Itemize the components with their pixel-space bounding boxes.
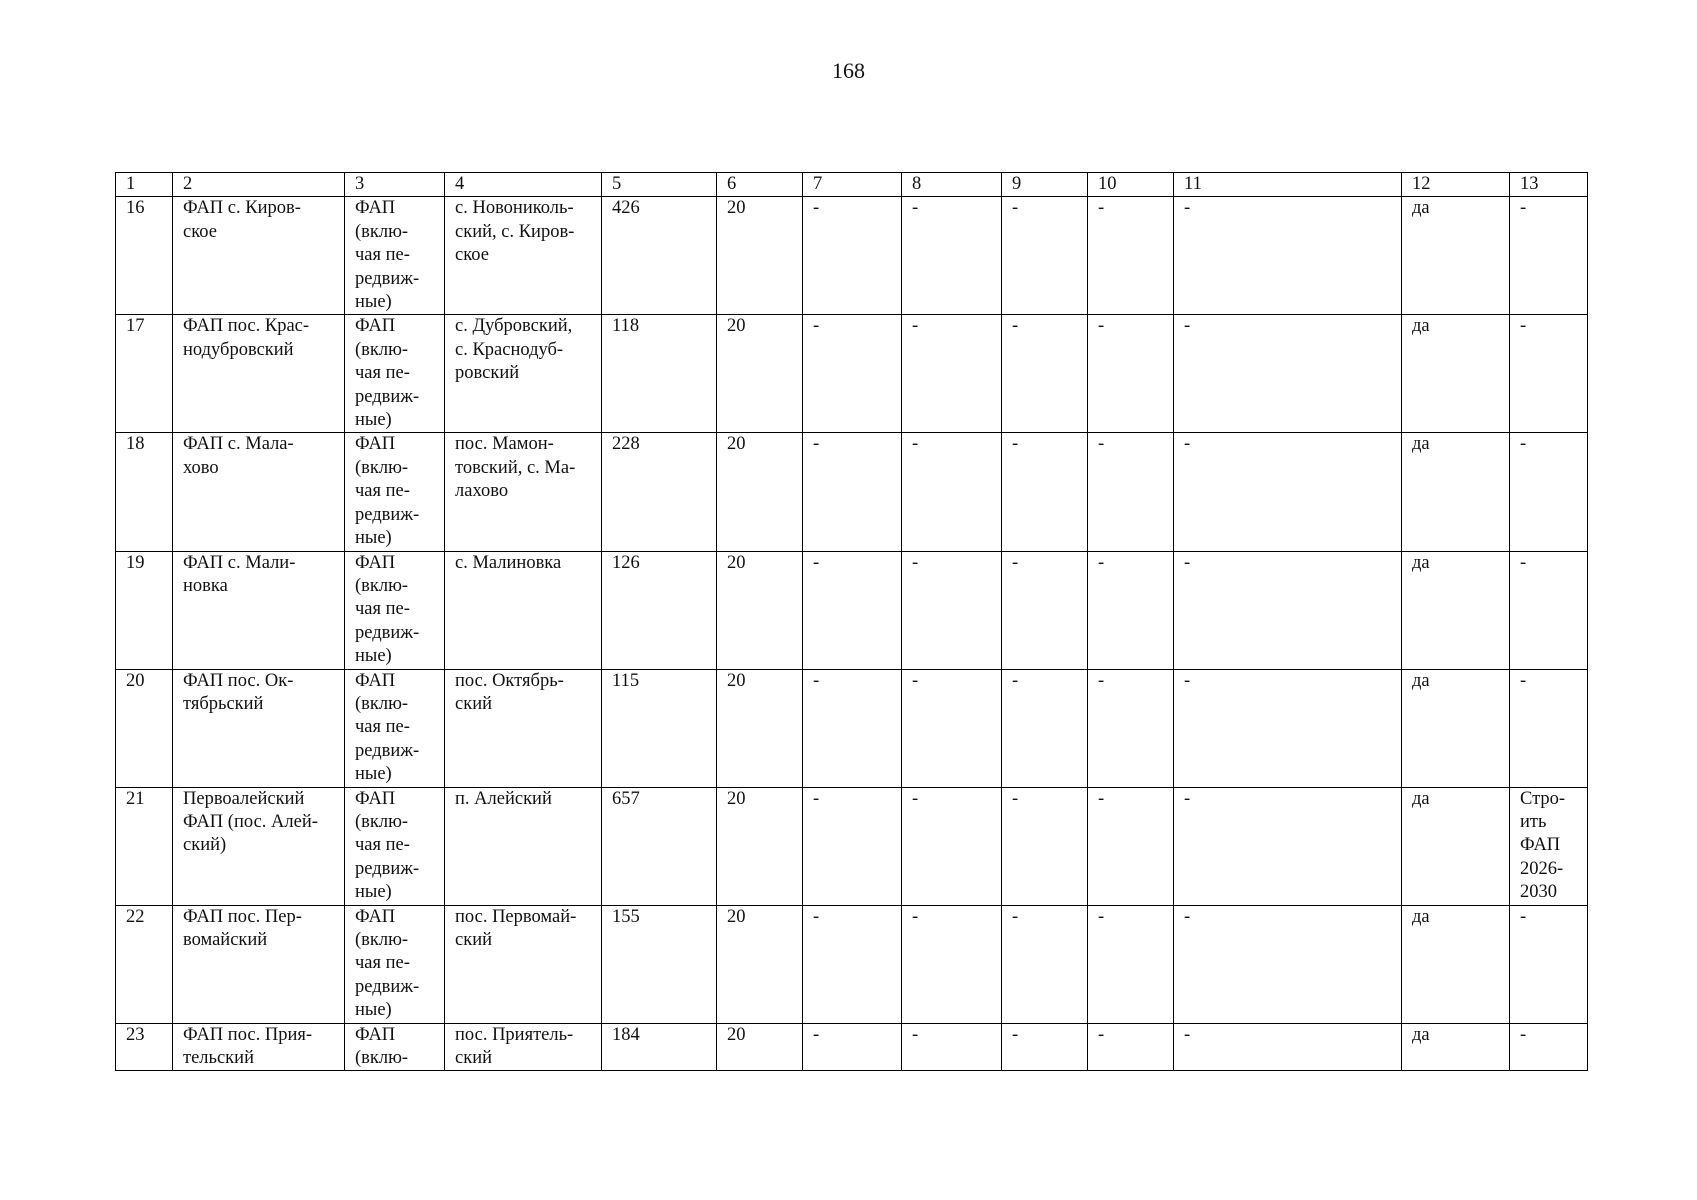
table-cell: ФАП пос. Ок- тябрьский — [173, 669, 345, 787]
table-cell: - — [1174, 315, 1402, 433]
table-cell: - — [902, 1023, 1002, 1071]
table-cell: - — [803, 905, 902, 1023]
table-cell: пос. Первомай- ский — [445, 905, 602, 1023]
table-cell: - — [1002, 669, 1088, 787]
table-cell: - — [1002, 1023, 1088, 1071]
header-cell: 2 — [173, 173, 345, 197]
table-cell: 20 — [717, 669, 803, 787]
table-cell: да — [1402, 1023, 1510, 1071]
table-cell: - — [1088, 905, 1174, 1023]
table-cell: - — [1510, 315, 1588, 433]
table-cell: - — [1510, 197, 1588, 315]
header-cell: 1 — [116, 173, 173, 197]
table-cell: 16 — [116, 197, 173, 315]
table-cell: да — [1402, 433, 1510, 551]
table-cell: - — [1002, 787, 1088, 905]
table-cell: п. Алейский — [445, 787, 602, 905]
header-cell: 9 — [1002, 173, 1088, 197]
table-cell: - — [803, 197, 902, 315]
page-number: 168 — [832, 58, 865, 83]
table-cell: 657 — [602, 787, 717, 905]
table-cell: 23 — [116, 1023, 173, 1071]
table-cell: с. Дубровский, с. Краснодуб- ровский — [445, 315, 602, 433]
header-cell: 6 — [717, 173, 803, 197]
table-cell: да — [1402, 551, 1510, 669]
table-row — [116, 315, 1588, 433]
table-cell: - — [902, 551, 1002, 669]
table-cell: - — [1002, 905, 1088, 1023]
header-cell: 10 — [1088, 173, 1174, 197]
table-cell: - — [1002, 197, 1088, 315]
table-cell: да — [1402, 197, 1510, 315]
table-cell: ФАП (вклю- чая пе- редвиж- ные) — [345, 551, 445, 669]
table-cell: 20 — [717, 315, 803, 433]
table-cell: - — [1002, 315, 1088, 433]
table-cell: 17 — [116, 315, 173, 433]
header-row — [116, 173, 1588, 197]
table-cell: ФАП (вклю- чая пе- редвиж- ные) — [345, 315, 445, 433]
table-cell: ФАП (вклю- чая пе- редвиж- ные) — [345, 197, 445, 315]
table-cell: - — [803, 551, 902, 669]
header-cell: 3 — [345, 173, 445, 197]
table-cell: ФАП (вклю- — [345, 1023, 445, 1071]
table-cell: 126 — [602, 551, 717, 669]
table-cell: 18 — [116, 433, 173, 551]
table-cell: - — [803, 433, 902, 551]
table-row — [116, 197, 1588, 315]
table-row — [116, 669, 1588, 787]
table-cell: - — [1002, 551, 1088, 669]
table-cell: 20 — [717, 905, 803, 1023]
table-cell: да — [1402, 905, 1510, 1023]
table-cell: - — [1510, 905, 1588, 1023]
table-cell: - — [1002, 433, 1088, 551]
table-row — [116, 1023, 1588, 1071]
table-cell: - — [902, 315, 1002, 433]
table-cell: - — [1174, 433, 1402, 551]
table-cell: да — [1402, 669, 1510, 787]
table-cell: - — [902, 905, 1002, 1023]
table-cell: - — [1174, 551, 1402, 669]
header-cell: 4 — [445, 173, 602, 197]
table-cell: - — [803, 315, 902, 433]
table-cell: - — [1174, 197, 1402, 315]
table-cell: 20 — [717, 433, 803, 551]
table-cell: ФАП с. Мали- новка — [173, 551, 345, 669]
table-cell: ФАП (вклю- чая пе- редвиж- ные) — [345, 669, 445, 787]
table-cell: 20 — [116, 669, 173, 787]
table-cell: - — [1510, 551, 1588, 669]
table-cell: - — [902, 433, 1002, 551]
table-cell: ФАП с. Киров- ское — [173, 197, 345, 315]
table-row — [116, 787, 1588, 905]
table-cell: - — [1174, 905, 1402, 1023]
table-row — [116, 433, 1588, 551]
table-cell: 20 — [717, 787, 803, 905]
table-cell: пос. Октябрь- ский — [445, 669, 602, 787]
table-cell: с. Новониколь- ский, с. Киров- ское — [445, 197, 602, 315]
table-cell: - — [1510, 433, 1588, 551]
table-cell: - — [1174, 787, 1402, 905]
table-cell: - — [902, 669, 1002, 787]
table-cell: 19 — [116, 551, 173, 669]
table-cell: - — [1088, 433, 1174, 551]
table-cell: - — [1510, 1023, 1588, 1071]
table-cell: 20 — [717, 197, 803, 315]
header-cell: 12 — [1402, 173, 1510, 197]
table-cell: 22 — [116, 905, 173, 1023]
header-cell: 13 — [1510, 173, 1588, 197]
header-cell: 11 — [1174, 173, 1402, 197]
table-cell: 20 — [717, 1023, 803, 1071]
data-table — [115, 172, 1588, 1071]
table-body — [116, 173, 1588, 1071]
table-cell: пос. Мамон- товский, с. Ма- лахово — [445, 433, 602, 551]
header-cell: 8 — [902, 173, 1002, 197]
table-cell: Первоалейский ФАП (пос. Алей- ский) — [173, 787, 345, 905]
table-cell: ФАП с. Мала- хово — [173, 433, 345, 551]
table-cell: Стро- ить ФАП 2026- 2030 — [1510, 787, 1588, 905]
table-cell: 426 — [602, 197, 717, 315]
table-cell: пос. Приятель- ский — [445, 1023, 602, 1071]
table-cell: - — [1088, 787, 1174, 905]
table-cell: - — [1088, 315, 1174, 433]
header-cell: 7 — [803, 173, 902, 197]
table-cell: да — [1402, 315, 1510, 433]
table-cell: - — [803, 669, 902, 787]
table-cell: - — [803, 787, 902, 905]
table-cell: 20 — [717, 551, 803, 669]
table-cell: - — [902, 787, 1002, 905]
table-cell: да — [1402, 787, 1510, 905]
table-cell: ФАП (вклю- чая пе- редвиж- ные) — [345, 433, 445, 551]
table-row — [116, 551, 1588, 669]
table-cell: 21 — [116, 787, 173, 905]
table-cell: 155 — [602, 905, 717, 1023]
table-cell: - — [1174, 1023, 1402, 1071]
header-cell: 5 — [602, 173, 717, 197]
table-cell: ФАП (вклю- чая пе- редвиж- ные) — [345, 905, 445, 1023]
table-cell: ФАП пос. Крас- нодубровский — [173, 315, 345, 433]
table-cell: - — [803, 1023, 902, 1071]
table-cell: - — [902, 197, 1002, 315]
table-cell: ФАП пос. Пер- вомайский — [173, 905, 345, 1023]
table-cell: 228 — [602, 433, 717, 551]
table-cell: ФАП пос. Прия- тельский — [173, 1023, 345, 1071]
table-cell: - — [1088, 197, 1174, 315]
table-cell: - — [1510, 669, 1588, 787]
table-cell: 184 — [602, 1023, 717, 1071]
table-cell: - — [1088, 1023, 1174, 1071]
table-cell: - — [1088, 669, 1174, 787]
table-cell: с. Малиновка — [445, 551, 602, 669]
table-cell: - — [1088, 551, 1174, 669]
table-row — [116, 905, 1588, 1023]
table-cell: 115 — [602, 669, 717, 787]
table-cell: - — [1174, 669, 1402, 787]
table-cell: 118 — [602, 315, 717, 433]
table-cell: ФАП (вклю- чая пе- редвиж- ные) — [345, 787, 445, 905]
